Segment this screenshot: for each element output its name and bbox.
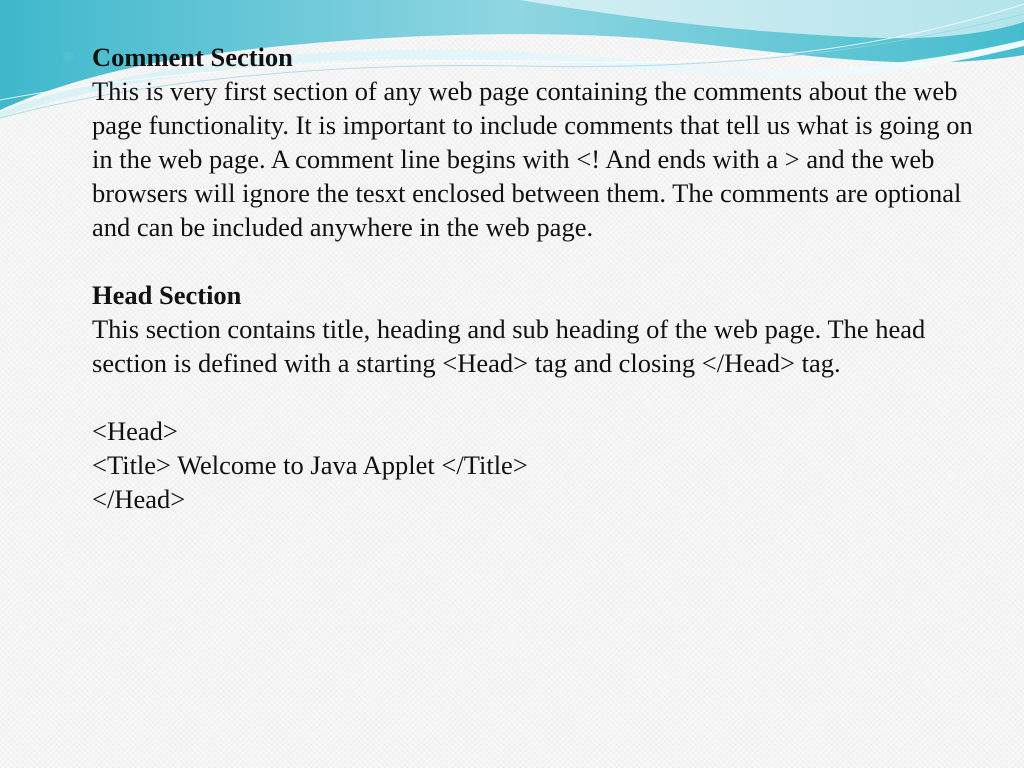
comment-section-body: This is very first section of any web page containing the comments about the web page functionality. It is important to include comments that tell us what is going on in the web page. A comment line begins with <! And ends with a > and the web browsers will ignore the tesxt enclosed between them. The comments are optional and can be included anywhere in the web page. xyxy=(92,76,973,242)
code-line: <Title> Welcome to Java Applet </Title> xyxy=(92,450,528,480)
bullet-icon xyxy=(63,51,74,62)
spacer xyxy=(92,380,992,414)
head-section-body: This section contains title, heading and sub heading of the web page. The head section is defined with a starting <Head> tag and closing </Head> tag. xyxy=(92,314,926,378)
code-line: </Head> xyxy=(92,484,186,514)
head-section-heading: Head Section xyxy=(92,280,242,310)
code-example xyxy=(92,414,992,516)
slide-content xyxy=(92,40,992,516)
spacer xyxy=(92,244,992,278)
comment-section-heading: Comment Section xyxy=(92,42,293,72)
code-line: <Head> xyxy=(92,416,178,446)
